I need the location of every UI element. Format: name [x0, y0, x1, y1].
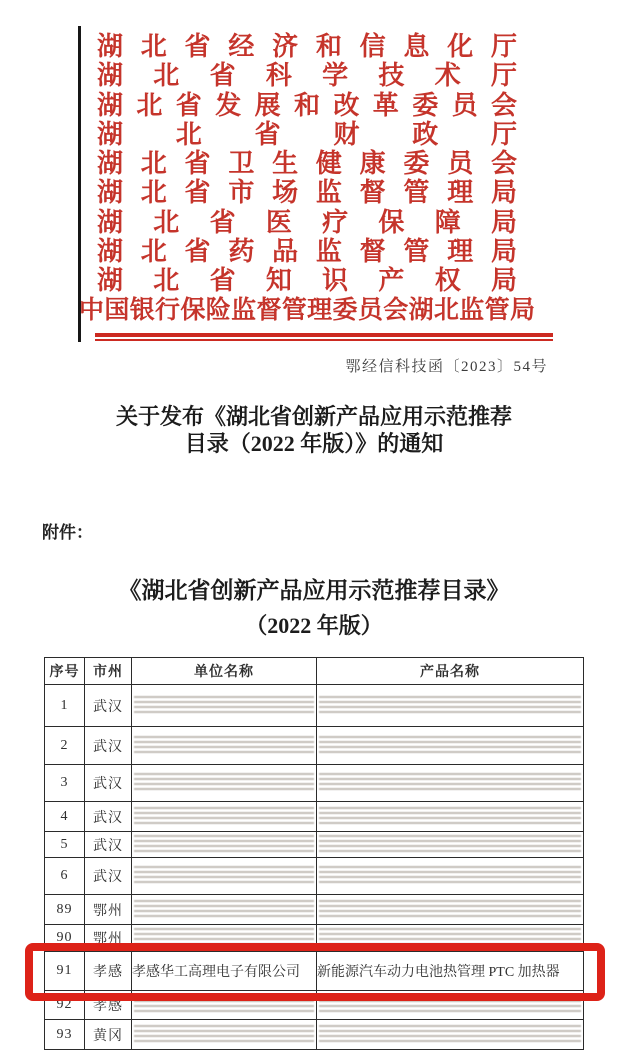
column-header-product: 产品名称: [317, 658, 584, 685]
serial-cell: 93: [45, 1020, 85, 1050]
product-cell: [317, 832, 584, 858]
serial-cell: 5: [45, 832, 85, 858]
table-row: [45, 858, 584, 895]
notice-title-line1: 关于发布《湖北省创新产品应用示范推荐: [115, 404, 512, 429]
product-cell: [317, 685, 584, 727]
table-row: [45, 991, 584, 1020]
city-cell: 武汉: [85, 727, 132, 765]
unit-cell: [132, 1020, 317, 1050]
unit-cell: [132, 925, 317, 952]
products-table: [44, 657, 584, 1050]
unit-cell: 孝感华工高理电子有限公司: [132, 952, 317, 991]
serial-cell: 91: [45, 952, 85, 991]
agency-line: 湖北省市场监督管理局: [97, 178, 517, 208]
unit-cell: [132, 858, 317, 895]
agency-header: [79, 32, 535, 325]
product-cell: [317, 727, 584, 765]
redacted-text: [134, 866, 314, 886]
serial-cell: 1: [45, 685, 85, 727]
unit-cell: [132, 895, 317, 925]
catalog-title: 《湖北省创新产品应用示范推荐目录》: [118, 578, 510, 603]
agency-line: 湖北省药品监督管理局: [97, 237, 517, 267]
product-cell: [317, 925, 584, 952]
agency-line: 湖北省知识产权局: [97, 266, 517, 296]
product-cell: [317, 858, 584, 895]
redacted-text: [319, 807, 581, 827]
header-divider-rule: [95, 333, 553, 341]
column-header-city: 市州: [85, 658, 132, 685]
redacted-text: [134, 835, 314, 855]
table-row: [45, 685, 584, 727]
agency-line: 湖北省医疗保障局: [97, 207, 517, 237]
city-cell: 黄冈: [85, 1020, 132, 1050]
unit-cell: [132, 765, 317, 802]
city-cell: 鄂州: [85, 895, 132, 925]
rule-thin-line: [95, 339, 553, 341]
unit-cell: [132, 832, 317, 858]
product-cell: [317, 802, 584, 832]
product-cell: [317, 765, 584, 802]
catalog-edition: （2022 年版）: [245, 613, 383, 638]
serial-cell: 4: [45, 802, 85, 832]
agency-line: 中国银行保险监督管理委员会湖北监管局: [79, 296, 535, 324]
agency-line: 湖北省发展和改革委员会: [97, 90, 517, 120]
table-header-row: [45, 658, 584, 685]
city-cell: 孝感: [85, 991, 132, 1020]
column-header-serial: 序号: [45, 658, 85, 685]
unit-cell: [132, 685, 317, 727]
serial-cell: 90: [45, 925, 85, 952]
city-cell: 孝感: [85, 952, 132, 991]
redacted-text: [134, 900, 314, 920]
table-body: [45, 685, 584, 1050]
unit-cell: [132, 727, 317, 765]
products-table-wrap: [44, 657, 583, 1050]
table-row: [45, 802, 584, 832]
city-cell: 武汉: [85, 685, 132, 727]
table-row: [45, 895, 584, 925]
redacted-text: [319, 773, 581, 793]
redacted-text: [319, 900, 581, 920]
product-cell: [317, 895, 584, 925]
redacted-text: [319, 736, 581, 756]
redacted-text: [134, 696, 314, 716]
redacted-text: [319, 1025, 581, 1045]
redacted-text: [319, 995, 581, 1015]
rule-thick-line: [95, 333, 553, 337]
document-number: 鄂经信科技函〔2023〕54号: [345, 359, 548, 375]
table-row: [45, 952, 584, 991]
redacted-text: [134, 1025, 314, 1045]
city-cell: 武汉: [85, 765, 132, 802]
redacted-text: [319, 866, 581, 886]
redacted-text: [319, 696, 581, 716]
table-row: [45, 1020, 584, 1050]
agency-line: 湖北省科学技术厅: [97, 61, 517, 91]
redacted-text: [134, 995, 314, 1015]
unit-cell: [132, 991, 317, 1020]
product-cell: 新能源汽车动力电池热管理 PTC 加热器: [317, 952, 584, 991]
redacted-text: [134, 773, 314, 793]
city-cell: 鄂州: [85, 925, 132, 952]
product-cell: [317, 991, 584, 1020]
scan-artifact-line: [78, 26, 81, 342]
unit-cell: [132, 802, 317, 832]
table-row: [45, 832, 584, 858]
redacted-text: [319, 835, 581, 855]
notice-title-line2: 目录（2022 年版）》的通知: [184, 431, 444, 456]
redacted-text: [319, 928, 581, 948]
city-cell: 武汉: [85, 832, 132, 858]
serial-cell: 3: [45, 765, 85, 802]
table-row: [45, 727, 584, 765]
notice-title: [0, 403, 628, 457]
product-cell: [317, 1020, 584, 1050]
table-row: [45, 925, 584, 952]
city-cell: 武汉: [85, 858, 132, 895]
city-cell: 武汉: [85, 802, 132, 832]
serial-cell: 92: [45, 991, 85, 1020]
attachment-label: 附件：: [42, 523, 93, 542]
agency-line: 湖北省卫生健康委员会: [97, 149, 517, 179]
serial-cell: 6: [45, 858, 85, 895]
redacted-text: [134, 807, 314, 827]
table-row: [45, 765, 584, 802]
column-header-unit: 单位名称: [132, 658, 317, 685]
agency-line: 湖北省财政厅: [97, 119, 517, 149]
redacted-text: [134, 736, 314, 756]
serial-cell: 2: [45, 727, 85, 765]
redacted-text: [134, 928, 314, 948]
serial-cell: 89: [45, 895, 85, 925]
agency-line: 湖北省经济和信息化厅: [97, 32, 517, 61]
